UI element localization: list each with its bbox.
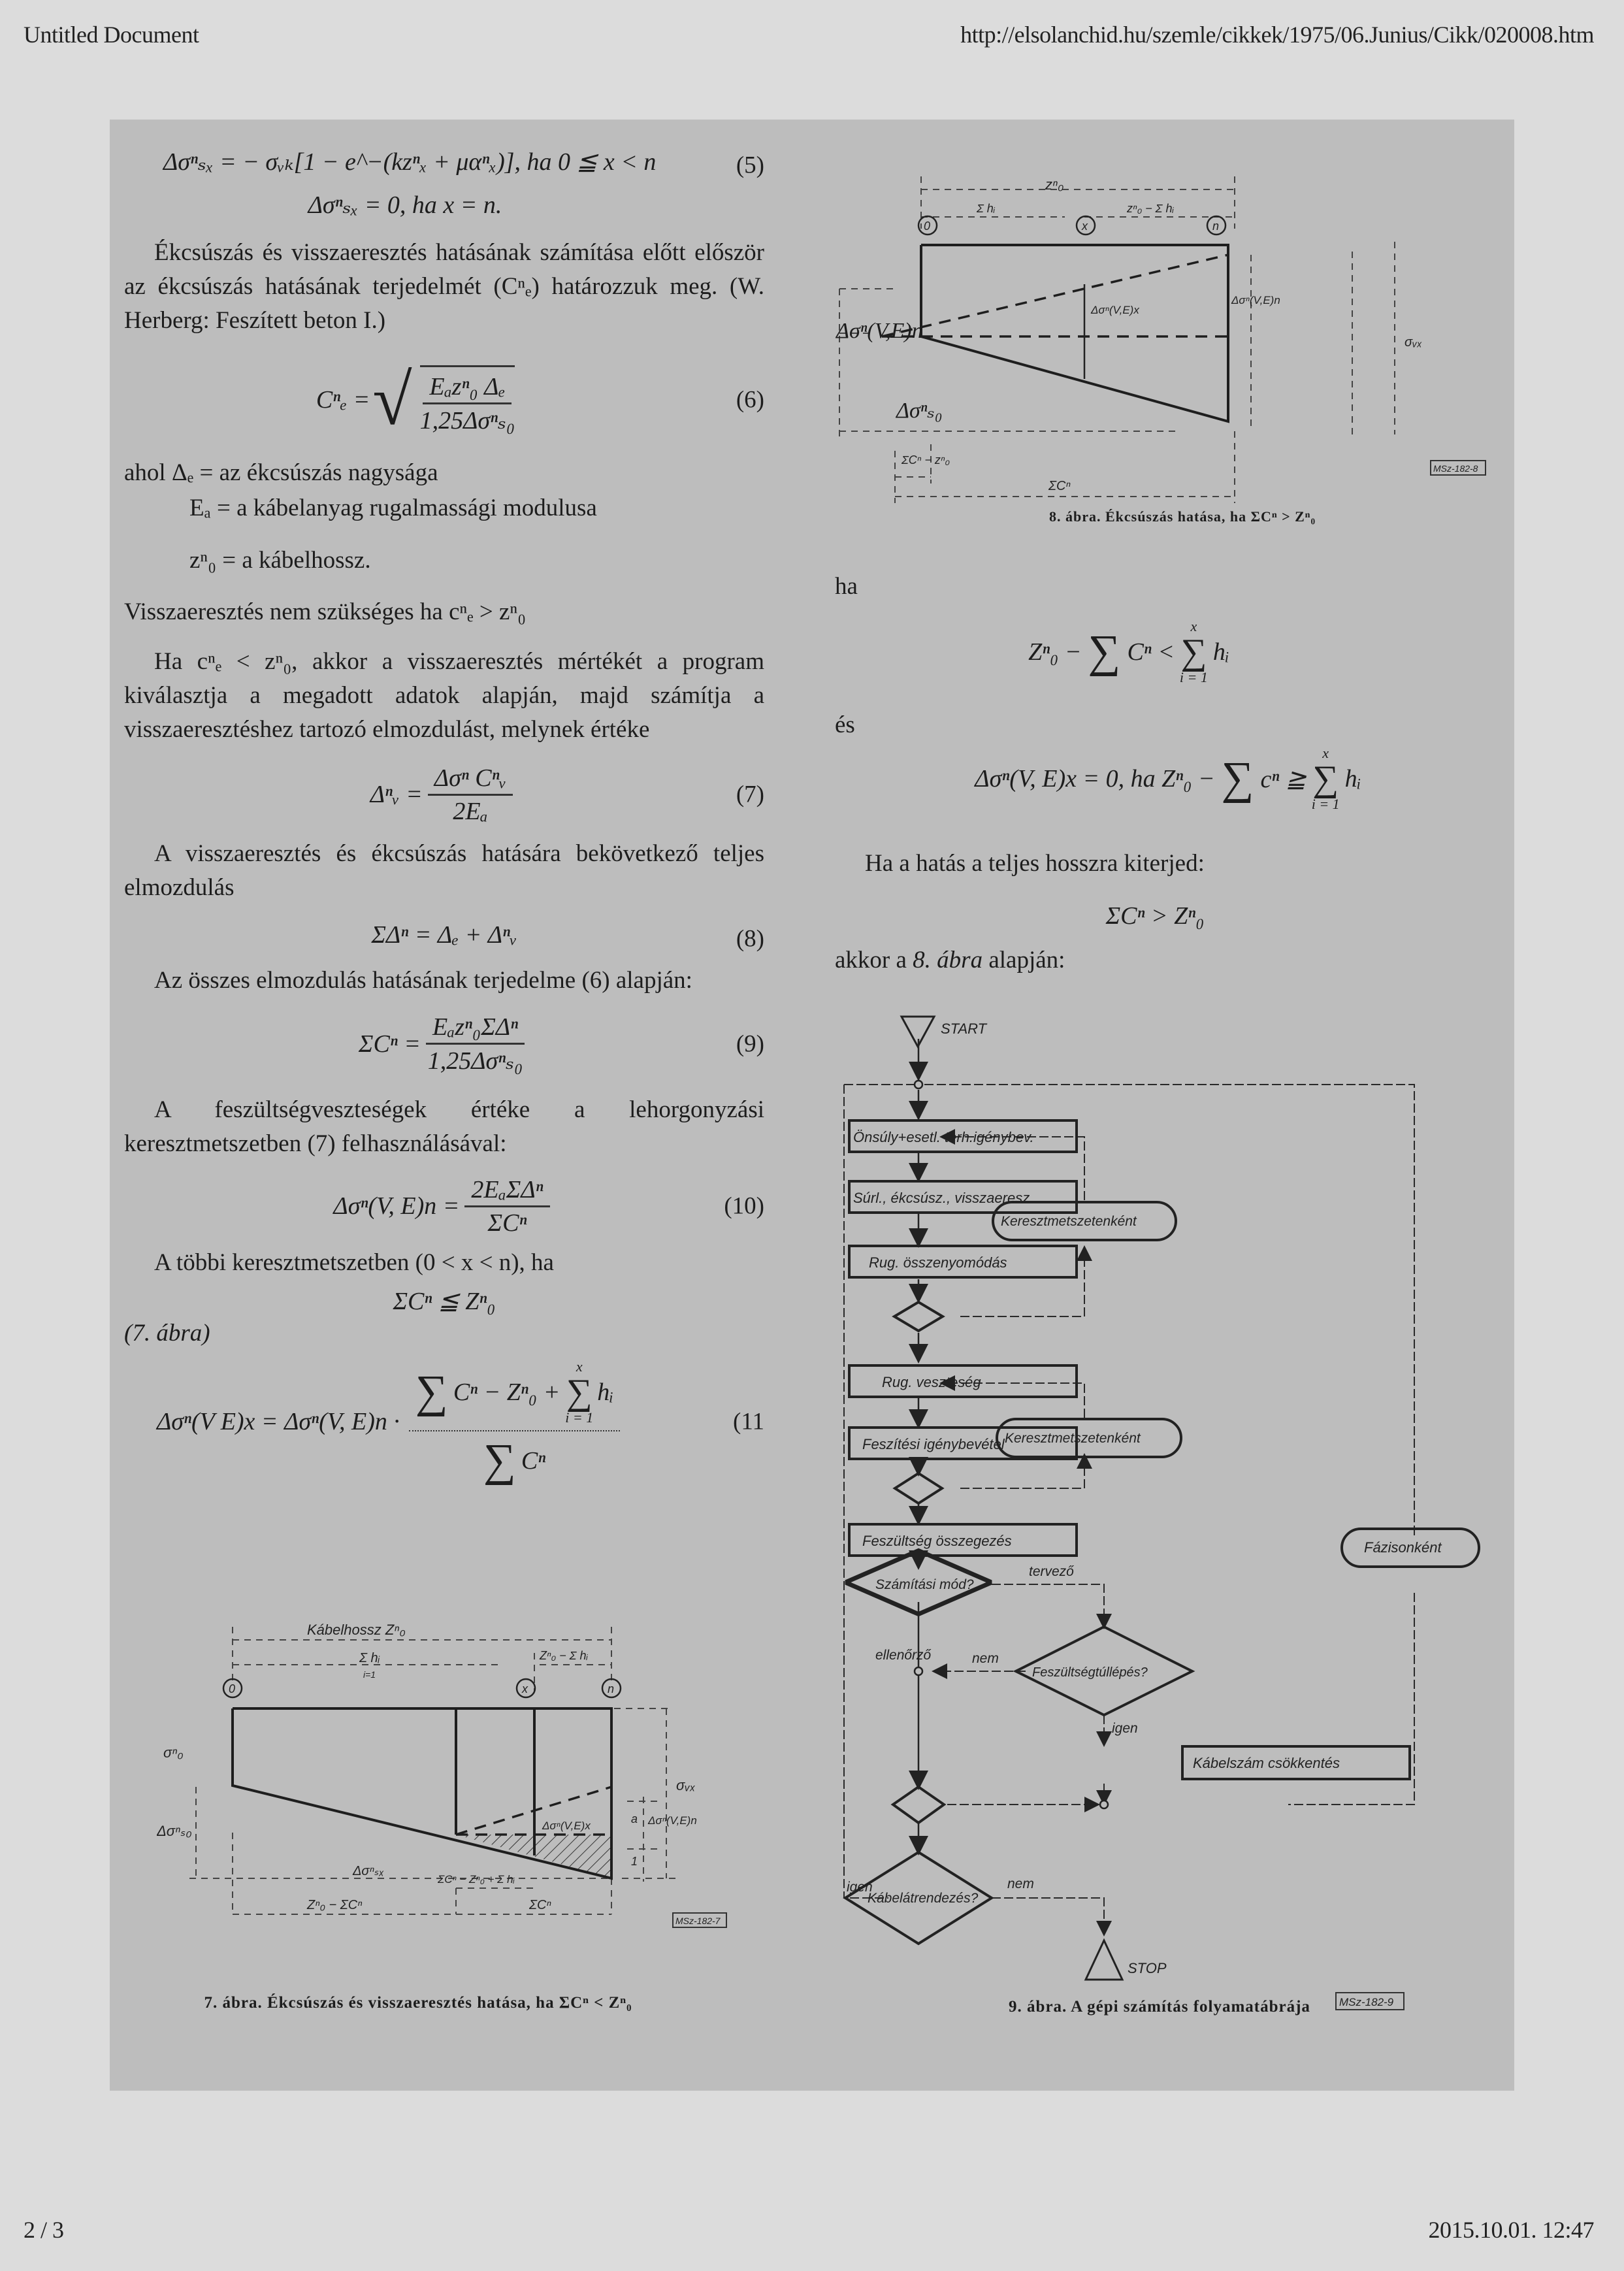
equation-10-numerator: 2EₐΣΔⁿ <box>464 1175 549 1207</box>
node-0-label: 0 <box>924 220 931 233</box>
equation-7-number: (7) <box>736 781 764 808</box>
label-seg-a: a <box>631 1812 638 1825</box>
figure-7-reference: (7. ábra) <box>124 1320 210 1347</box>
node-x-label: x <box>522 1682 528 1695</box>
figure-8-tag: MSz-182-8 <box>1433 463 1478 474</box>
label-sigma-vx: σᵥₓ <box>676 1777 696 1793</box>
sum-with-limits <box>1180 619 1208 685</box>
equation-11-num-tail: hᵢ <box>597 1379 614 1406</box>
document-url[interactable]: http://elsolanchid.hu/szemle/cikkek/1975/06.Junius/Cikk/020008.htm <box>960 22 1594 48</box>
label-expr-mid: ΣCⁿ − Zⁿ₀ + Σ hᵢ <box>438 1873 515 1886</box>
equation-7-numerator: Δσⁿ Cⁿᵥ <box>428 764 513 796</box>
sum-icon: ∑ <box>1312 759 1339 799</box>
paragraph-stress-losses: A feszültségveszteségek értéke a lehorgonyzási keresztmetszetben (7) felhasználásával: <box>124 1096 764 1157</box>
equation-5-line2: Δσⁿₛₓ = 0, ha x = n. <box>308 191 502 219</box>
loop2-label: Keresztmetszetenként <box>1005 1431 1141 1446</box>
figure-9-flowchart <box>830 1013 1489 2019</box>
equation-11-den-text: Cⁿ <box>521 1447 546 1475</box>
sum-upper-limit: x <box>1190 618 1197 634</box>
equation-9-denominator: 1,25Δσⁿₛ₀ <box>427 1047 523 1075</box>
sum-icon: ∑ <box>415 1367 448 1417</box>
label-dsigma-vex: Δσⁿ(V,E)x <box>542 1820 591 1832</box>
figure-8-diagram <box>830 163 1489 503</box>
decision-overload-yes: igen <box>1112 1721 1138 1736</box>
equation-11-lhs: Δσⁿ(V E)x = Δσⁿ(V, E)n · <box>157 1408 400 1435</box>
definitions-list <box>124 455 764 578</box>
node-n-label: n <box>1212 220 1220 233</box>
decision-mode-no: ellenőrző <box>875 1648 932 1663</box>
box1-label: Önsúly+esetl. terh.igénybev. <box>853 1129 1034 1145</box>
loop-line-right-lower <box>1288 1593 1414 1805</box>
where-label: ahol <box>124 459 166 486</box>
decision-1 <box>894 1302 943 1331</box>
sum-lower-limit: i = 1 <box>565 1409 594 1426</box>
equation-9 <box>124 1008 764 1080</box>
equation-5-line1: Δσⁿₛₓ = − σᵥₖ[1 − e^−(kzⁿₓ + μαⁿₓ)], ha 0 ≦ x < n <box>163 148 657 176</box>
decision-rearrange-yes: igen <box>847 1880 873 1895</box>
equation-11 <box>124 1356 764 1487</box>
condition-a-mid: Cⁿ < <box>1127 638 1175 666</box>
decision-overload-label: Feszültségtúllépés? <box>1032 1665 1148 1680</box>
figure-9-tag: MSz-182-9 <box>1339 1996 1394 2008</box>
condition-a <box>835 600 1475 704</box>
label-dsigma-ven: Δσⁿ(V,E)n <box>648 1814 697 1827</box>
equation-11-num-text: Cⁿ − Zⁿ₀ + <box>453 1379 560 1406</box>
label-kabelhossz: Kábelhossz Zⁿ₀ <box>307 1622 406 1638</box>
start-label: START <box>941 1021 987 1037</box>
paragraph-other-sections: A többi keresztmetszetben (0 < x < n), ha <box>154 1249 554 1276</box>
label-z-minus-c: Zⁿ₀ − ΣCⁿ <box>307 1898 363 1912</box>
condition-sum-c-body: ΣCⁿ ≦ Zⁿ₀ <box>393 1288 496 1315</box>
equation-6-number: (6) <box>736 386 764 414</box>
equation-11-number: (11 <box>733 1408 764 1435</box>
label-dsigma-s0: Δσⁿₛ₀ <box>157 1823 192 1839</box>
paragraph-release-not-needed: Visszaeresztés nem szükséges ha cⁿₑ > zⁿ₀ <box>124 598 526 625</box>
equation-10-lhs: Δσⁿ(V, E)n = <box>333 1192 460 1220</box>
paragraph-extent: Az összes elmozdulás hatásának terjedelme (6) alapján: <box>154 967 692 994</box>
equation-5-number: (5) <box>736 152 764 179</box>
junction-icon <box>915 1667 922 1675</box>
box-reduce-label: Kábelszám csökkentés <box>1193 1755 1340 1771</box>
sum-icon: ∑ <box>1221 753 1254 804</box>
node-x-label: x <box>1082 220 1088 233</box>
paragraph-akkor-pre: akkor a <box>835 947 913 973</box>
equation-8-number: (8) <box>736 925 764 953</box>
paragraph-akkor-post: alapján: <box>983 947 1065 973</box>
equation-10-number: (10) <box>724 1192 764 1220</box>
box4-label: Rug. veszteség <box>882 1374 981 1390</box>
label-z0: zⁿ₀ <box>1045 176 1064 193</box>
sum-icon: ∑ <box>483 1435 516 1486</box>
definition-item: Δₑ = az ékcsúszás nagysága <box>171 459 438 486</box>
definition-item: zⁿ₀ = a kábelhossz. <box>189 547 371 574</box>
label-sum-h: Σ hᵢ <box>977 202 996 215</box>
sum-icon: ∑ <box>566 1372 593 1413</box>
equation-11-denominator <box>483 1431 545 1484</box>
equation-6-lhs: Cⁿₑ = <box>316 386 370 414</box>
equation-8 <box>124 921 764 957</box>
decision-mode-label: Számítási mód? <box>875 1577 974 1592</box>
decision-mode-yes: tervező <box>1029 1564 1074 1579</box>
label-seg-1: 1 <box>631 1855 638 1868</box>
paragraph-release-needed: Ha cⁿₑ < zⁿ₀, akkor a visszaeresztés mértékét a program kiválasztja a megadott adatok alapján, majd számítja a visszaeresztéshez tartozó elmozdulást, melynek értéke <box>124 648 764 743</box>
loop3-label: Fázisonként <box>1364 1539 1442 1556</box>
figure-7-diagram <box>157 1614 732 1993</box>
condition-b-left: Δσⁿ(V, E)x = 0, ha Zⁿ₀ − <box>975 765 1215 792</box>
paragraph-total-displacement: A visszaeresztés és ékcsúszás hatására bekövetkező teljes elmozdulás <box>124 840 764 901</box>
figure-8-reference: 8. ábra <box>913 947 983 973</box>
document-title: Untitled Document <box>24 22 199 48</box>
box5-label: Feszítési igénybevétel <box>862 1436 1005 1452</box>
equation-6-fraction <box>420 365 515 435</box>
label-z-minus-sum: zⁿ₀ − Σ hᵢ <box>1127 202 1174 215</box>
figure-7-caption: 7. ábra. Ékcsúszás és visszaeresztés hatása, ha ΣCⁿ < Zⁿ₀ <box>204 1994 632 2012</box>
condition-b-tail: hᵢ <box>1344 765 1361 792</box>
paragraph-wedge-slip-intro: Ékcsúszás és visszaeresztés hatásának számítása előtt először az ékcsúszás hatásának terjedelmét (Cⁿₑ) határozzuk meg. (W. Herberg: Feszített beton I.) <box>124 239 764 334</box>
equation-7-lhs: Δⁿᵥ = <box>370 781 423 808</box>
equation-5 <box>124 147 764 184</box>
right-text-es: és <box>835 711 855 738</box>
box6-label: Feszültség összegezés <box>862 1533 1012 1549</box>
condition-b <box>835 727 1475 831</box>
print-datetime: 2015.10.01. 12:47 <box>1428 2217 1594 2243</box>
definition-item: Eₐ = a kábelanyag rugalmassági modulusa <box>189 495 597 521</box>
equation-6-numerator: Eₐzⁿ₀ Δₑ <box>423 372 512 404</box>
box3-label: Rug. összenyomódás <box>869 1254 1007 1271</box>
label-sigma-vx: σᵥₓ <box>1405 335 1422 350</box>
condition-b-mid: cⁿ ≧ <box>1260 765 1307 793</box>
label-sum-c: ΣCⁿ <box>1048 479 1071 493</box>
box2-label: Súrl., ékcsúsz., visszaeresz. <box>853 1190 1034 1206</box>
equation-6 <box>124 357 764 442</box>
right-text-ha: ha <box>835 573 858 600</box>
label-sumc-minus-z: ΣCⁿ − zⁿ₀ <box>901 453 950 466</box>
release-line <box>882 255 1228 336</box>
stop-label: STOP <box>1128 1960 1167 1976</box>
condition-sum-c <box>124 1286 764 1323</box>
equation-9-fraction <box>426 1013 525 1075</box>
equation-5b <box>124 190 764 229</box>
decision-rearrange-label: Kábelátrendezés? <box>868 1891 979 1906</box>
equation-8-body: ΣΔⁿ = Δₑ + Δⁿᵥ <box>371 921 517 949</box>
equation-9-lhs: ΣCⁿ = <box>358 1030 421 1058</box>
sum-lower-limit: i = 1 <box>1311 796 1340 812</box>
branch-tervezo <box>992 1584 1104 1627</box>
equation-10-denominator: ΣCⁿ <box>487 1209 527 1237</box>
decision-join <box>893 1787 944 1823</box>
junction-icon <box>915 1081 922 1088</box>
equation-9-numerator: Eₐzⁿ₀ΣΔⁿ <box>426 1013 525 1045</box>
label-dsigma-ven-right: Δσⁿ(V,E)n <box>1231 294 1280 306</box>
left-column <box>124 147 764 1487</box>
equation-7-denominator: 2Eₐ <box>453 797 488 825</box>
junction-icon <box>1100 1801 1108 1808</box>
sum-upper-limit: x <box>1322 745 1329 761</box>
figure-9-caption: 9. ábra. A gépi számítás folyamatábrája <box>1009 1998 1310 2016</box>
decision-2 <box>895 1473 942 1503</box>
sum-upper-limit: x <box>576 1358 583 1375</box>
figure-7-tag: MSz-182-7 <box>675 1916 721 1926</box>
loop2-line <box>960 1456 1084 1488</box>
node-n-label: n <box>608 1682 615 1695</box>
node-0-label: 0 <box>229 1682 236 1695</box>
label-dsigma-vex: Δσⁿ(V,E)x <box>1091 304 1139 316</box>
sum-with-limits <box>1312 746 1340 811</box>
sum-icon: ∑ <box>1180 632 1207 672</box>
equation-7-fraction <box>428 764 513 826</box>
label-sum-h: Σ hᵢ <box>359 1651 380 1665</box>
label-sigma0: σⁿ₀ <box>163 1744 184 1761</box>
stop-icon <box>1086 1940 1122 1980</box>
label-dsigma-sx: Δσⁿₛₓ <box>353 1864 384 1878</box>
sum-with-limits <box>565 1360 593 1425</box>
equation-11-fraction <box>409 1360 620 1484</box>
loop1-label: Keresztmetszetenként <box>1001 1214 1137 1229</box>
stress-diagram-outline <box>921 245 1228 421</box>
figure-8-label-ds0: Δσⁿₛ₀ <box>896 399 943 423</box>
figure-8-label-left: Δσⁿ(V,E)n <box>836 319 923 343</box>
label-sum-c: ΣCⁿ <box>529 1898 551 1912</box>
sum-lower-limit: i = 1 <box>1179 669 1208 685</box>
sqrt-icon: √ <box>372 359 412 440</box>
equation-7 <box>124 759 764 830</box>
loop-line-left <box>844 1085 888 1898</box>
equation-9-number: (9) <box>736 1030 764 1058</box>
decision-overload-no: nem <box>972 1651 999 1666</box>
label-z-minus-sum: Zⁿ₀ − Σ hᵢ <box>540 1649 588 1662</box>
equation-6-denominator: 1,25Δσⁿₛ₀ <box>419 406 515 434</box>
equation-11-numerator <box>409 1360 620 1431</box>
branch-stop <box>992 1898 1104 1934</box>
paragraph-full-length: Ha a hatás a teljes hosszra kiterjed: <box>865 850 1205 877</box>
equation-10 <box>124 1170 764 1242</box>
condition-c: ΣCⁿ > Zⁿ₀ <box>1105 902 1205 930</box>
condition-a-tail: hᵢ <box>1212 638 1229 666</box>
condition-a-left: Zⁿ₀ − <box>1028 638 1082 666</box>
label-sum-h-limit: i=1 <box>363 1669 376 1680</box>
decision-rearrange-no: nem <box>1007 1876 1034 1891</box>
page-indicator: 2 / 3 <box>24 2217 64 2243</box>
paragraph-akkor <box>835 946 1065 974</box>
equation-10-fraction <box>464 1175 549 1237</box>
figure-8-caption: 8. ábra. Ékcsúszás hatása, ha ΣCⁿ > Zⁿ₀ <box>1048 508 1316 525</box>
sum-icon: ∑ <box>1088 627 1121 677</box>
